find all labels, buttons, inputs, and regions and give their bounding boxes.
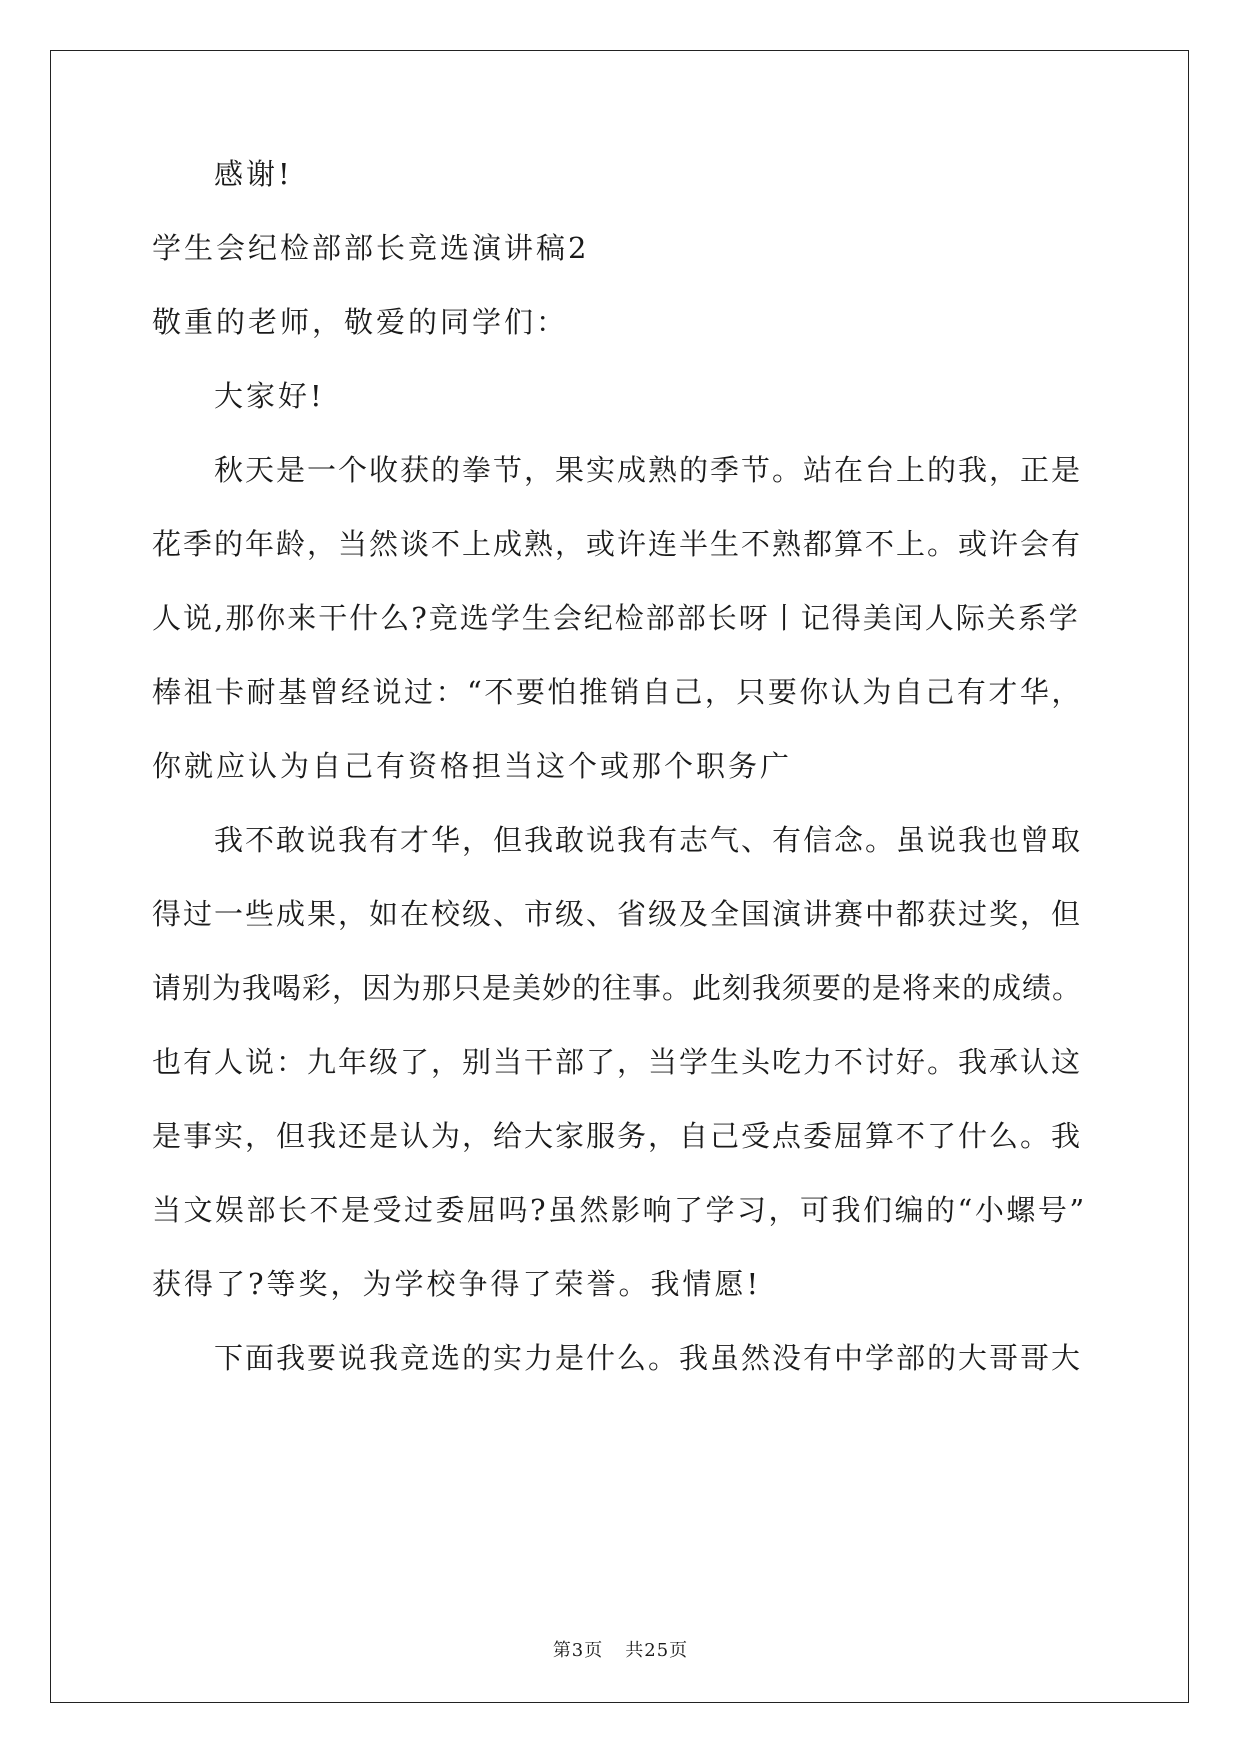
paragraph-line: 棒祖卡耐基曾经说过：“不要怕推销自己，只要你认为自己有才华，	[152, 675, 1083, 709]
paragraph-line: 当文娱部长不是受过委屈吗?虽然影响了学习，可我们编的“小螺号”	[152, 1193, 1087, 1227]
page-border	[50, 50, 1189, 1703]
paragraph-line: 下面我要说我竞选的实力是什么。我虽然没有中学部的大哥哥大	[214, 1341, 1083, 1375]
page-footer	[0, 1636, 1241, 1662]
paragraph-line: 是事实，但我还是认为，给大家服务，自己受点委屈算不了什么。我	[152, 1119, 1083, 1153]
paragraph-line: 人说,那你来干什么?竞选学生会纪检部部长呀丨记得美闰人际关系学	[152, 601, 1080, 635]
paragraph-line: 得过一些成果，如在校级、市级、省级及全国演讲赛中都获过奖，但	[152, 897, 1083, 931]
paragraph-line: 感谢!	[214, 157, 293, 191]
paragraph-line: 也有人说：九年级了，别当干部了，当学生头吃力不讨好。我承认这	[152, 1045, 1083, 1079]
paragraph-line: 你就应认为自己有资格担当这个或那个职务广	[152, 749, 793, 783]
page-number: 第3页	[552, 1640, 604, 1661]
salutation: 敬重的老师，敬爱的同学们：	[152, 305, 569, 339]
paragraph-line: 请别为我喝彩，因为那只是美妙的往事。此刻我须要的是将来的成绩。	[152, 971, 1083, 1005]
paragraph-line: 获得了?等奖，为学校争得了荣誉。我情愿!	[152, 1267, 762, 1301]
greeting: 大家好!	[214, 379, 325, 413]
total-pages: 共25页	[625, 1640, 689, 1661]
section-title: 学生会纪检部部长竞选演讲稿2	[152, 231, 590, 265]
paragraph-line: 花季的年龄，当然谈不上成熟，或许连半生不熟都算不上。或许会有	[152, 527, 1083, 561]
paragraph-line: 秋天是一个收获的拳节，果实成熟的季节。站在台上的我，正是	[214, 453, 1083, 487]
paragraph-line: 我不敢说我有才华，但我敢说我有志气、有信念。虽说我也曾取	[214, 823, 1083, 857]
